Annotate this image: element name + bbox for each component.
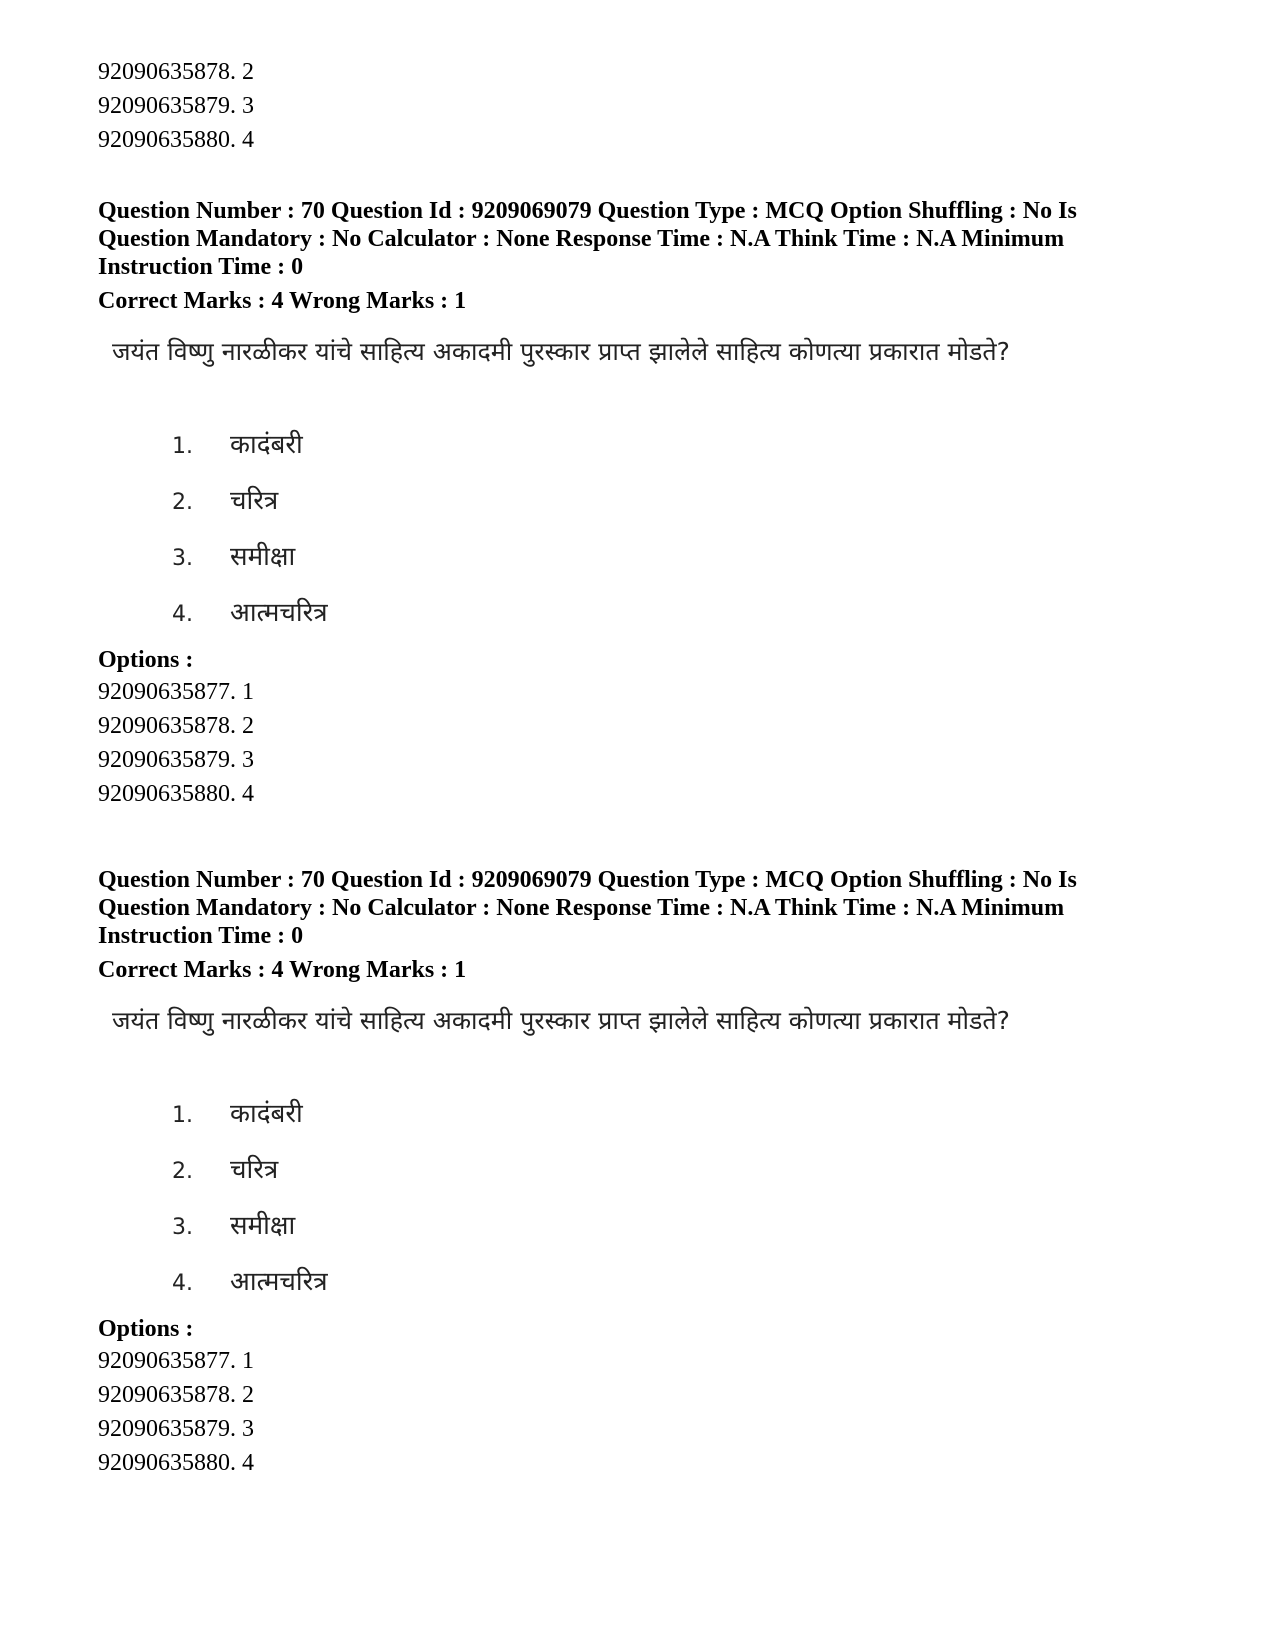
option-line: 92090635880. 4 [98,127,254,153]
question-text: जयंत विष्णु नारळीकर यांचे साहित्य अकादमी पुरस्कार प्राप्त झालेले साहित्य कोणत्या प्रकारात मोडते? [112,337,1010,366]
option-line: 92090635880. 4 [98,781,254,807]
choice-3 [172,537,295,577]
option-line: 92090635879. 3 [98,747,254,773]
choice-1 [172,425,303,465]
choice-text: आत्मचरित्र [230,1267,328,1297]
choice-3 [172,1206,295,1246]
question-marks: Correct Marks : 4 Wrong Marks : 1 [98,288,467,314]
options-list [98,675,1178,811]
choice-number: 2. [172,490,193,515]
option-line: 92090635877. 1 [98,679,254,705]
question-marks: Correct Marks : 4 Wrong Marks : 1 [98,957,467,983]
choice-text: चरित्र [230,486,279,516]
choice-text: समीक्षा [230,1211,296,1241]
option-line: 92090635880. 4 [98,1450,254,1476]
choice-4 [172,593,328,633]
choice-4 [172,1262,328,1302]
choice-text: कादंबरी [230,1099,303,1129]
choice-number: 3. [172,546,193,571]
choice-2 [172,1150,278,1190]
option-line: 92090635879. 3 [98,93,254,119]
option-line: 92090635877. 1 [98,1348,254,1374]
question-block-1 [98,197,1178,811]
option-line: 92090635878. 2 [98,59,254,85]
choice-text: आत्मचरित्र [230,598,328,628]
choice-1 [172,1094,303,1134]
option-line: 92090635878. 2 [98,713,254,739]
choice-number: 2. [172,1159,193,1184]
options-list [98,1344,1178,1480]
top-options-list [98,55,254,157]
choice-number: 1. [172,434,193,459]
options-label: Options : [98,1316,194,1342]
choice-number: 4. [172,1271,193,1296]
question-header: Question Number : 70 Question Id : 9209069079 Question Type : MCQ Option Shuffling : No Is Question Mandatory : No Calculator : None Response Time : N.A Think Time : N.A Minimum Instruction Time : 0 [98,867,1077,949]
choice-text: चरित्र [230,1155,279,1185]
options-label: Options : [98,647,194,673]
choice-text: कादंबरी [230,430,303,460]
choice-number: 4. [172,602,193,627]
choice-number: 3. [172,1215,193,1240]
choice-number: 1. [172,1103,193,1128]
question-image [98,1004,1178,1314]
question-image [98,335,1178,645]
option-line: 92090635879. 3 [98,1416,254,1442]
choice-2 [172,481,278,521]
question-header: Question Number : 70 Question Id : 9209069079 Question Type : MCQ Option Shuffling : No Is Question Mandatory : No Calculator : None Response Time : N.A Think Time : N.A Minimum Instruction Time : 0 [98,198,1077,280]
question-block-2 [98,866,1178,1480]
option-line: 92090635878. 2 [98,1382,254,1408]
choice-text: समीक्षा [230,542,296,572]
question-text: जयंत विष्णु नारळीकर यांचे साहित्य अकादमी पुरस्कार प्राप्त झालेले साहित्य कोणत्या प्रकारात मोडते? [112,1006,1010,1035]
